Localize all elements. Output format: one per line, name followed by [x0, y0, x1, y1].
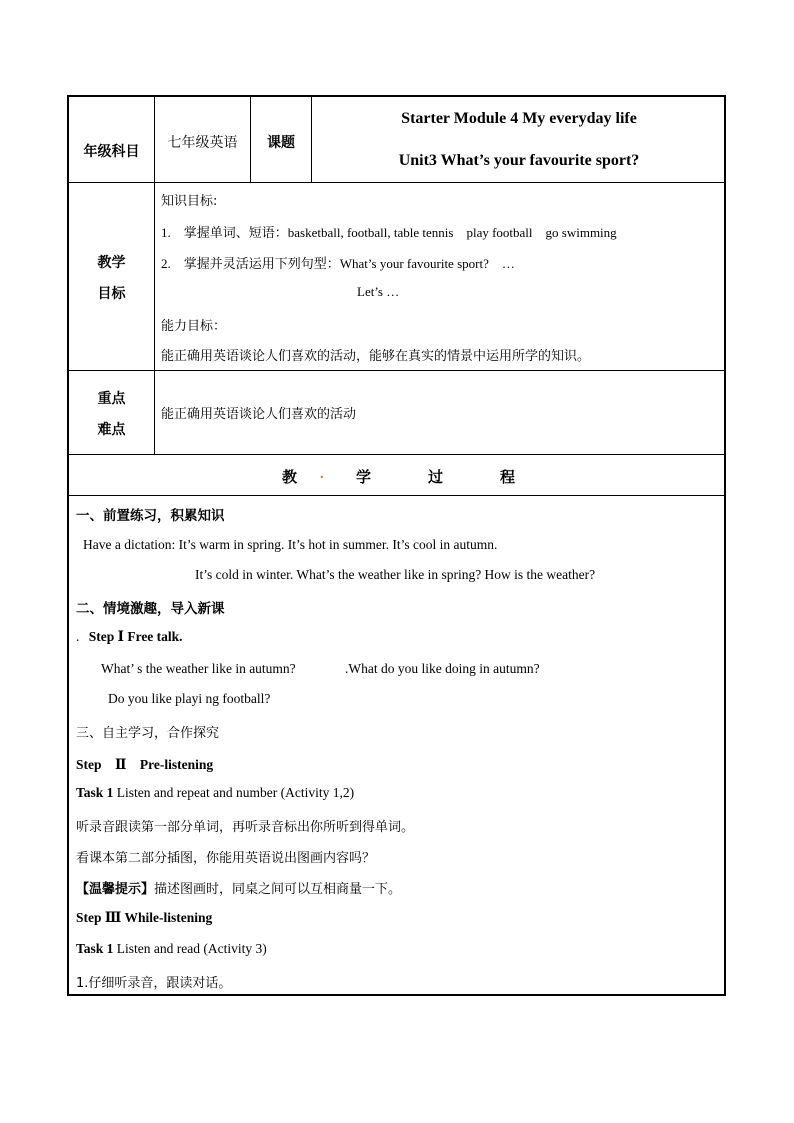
dictation-line-2: It’s cold in winter. What’s the weather like in spring? How is the weather?: [195, 567, 596, 582]
dictation-line-1: Have a dictation: It’s warm in spring. It’s hot in summer. It’s cool in autumn.: [83, 537, 498, 552]
key-points-label-1: 重点: [97, 391, 126, 407]
row-divider-1: [69, 182, 724, 183]
lesson-plan-table: [67, 95, 726, 996]
task-1-label: Task 1: [76, 785, 114, 800]
step-2-title: Step Ⅱ Pre-listening: [76, 757, 214, 772]
process-title-char-2: 学: [356, 468, 372, 486]
row-divider-3: [69, 454, 724, 455]
task-1-line: [76, 785, 354, 801]
grade-label: 年级科目: [83, 144, 140, 160]
tip-line: [76, 878, 401, 897]
task-1b-label: Task 1: [76, 941, 114, 956]
step-1-title: Step Ⅰ Free talk.: [88, 629, 183, 644]
objectives-label-1: 教学: [97, 255, 126, 271]
task-1b-line: [76, 941, 267, 957]
process-title-char-3: 过: [428, 468, 444, 486]
ability-goal-title: 能力目标：: [161, 319, 227, 334]
listen-instruction: 1.仔细听录音，跟读对话。: [76, 976, 232, 991]
tip-label: 【温馨提示】: [76, 882, 155, 897]
process-title-char-1: 教: [282, 468, 298, 486]
section-1-title: 一、前置练习，积累知识: [76, 508, 225, 524]
free-talk-question-1: What’ s the weather like in autumn?: [101, 661, 296, 676]
task-1b-text: Listen and read (Activity 3): [113, 941, 267, 956]
topic-line-1: Starter Module 4 My everyday life: [401, 110, 637, 127]
section-3-title: 三、自主学习，合作探究: [76, 726, 220, 741]
step-3-title: Step Ⅲ While-listening: [76, 910, 213, 925]
process-title-dot: .: [320, 466, 324, 482]
step-1-prefix: .: [76, 629, 80, 644]
free-talk-question-2: .What do you like doing in autumn?: [345, 661, 540, 676]
topic-line-2: Unit3 What’s your favourite sport?: [398, 152, 640, 169]
key-points-label-2: 难点: [97, 422, 126, 438]
knowledge-goal-item-1: 1. 掌握单词、短语：basketball, football, table tennis play football go swimming: [161, 225, 617, 240]
step-1-heading: [76, 629, 183, 645]
grade-value: 七年级英语: [167, 135, 238, 151]
process-title-char-4: 程: [500, 468, 516, 486]
free-talk-question-3: Do you like playi ng football?: [108, 691, 271, 706]
knowledge-goal-item-2-cont: Let’s …: [357, 284, 400, 299]
objectives-label-2: 目标: [97, 286, 126, 302]
knowledge-goal-item-2: 2. 掌握并灵活运用下列句型：What’s your favourite sport? …: [161, 256, 515, 271]
note-line-1: 听录音跟读第一部分单词，再听录音标出你所听到得单词。: [76, 820, 415, 835]
key-points-text: 能正确用英语谈论人们喜欢的活动: [161, 407, 357, 422]
ability-goal-text: 能正确用英语谈论人们喜欢的活动，能够在真实的情景中运用所学的知识。: [161, 349, 591, 364]
note-line-2: 看课本第二部分插图，你能用英语说出图画内容吗？: [76, 851, 376, 866]
row-divider-4: [69, 495, 724, 496]
knowledge-goal-title: 知识目标:: [161, 194, 218, 209]
tip-text: 描述图画时，同桌之间可以互相商量一下。: [154, 882, 402, 897]
topic-label: 课题: [267, 135, 295, 151]
section-2-title: 二、情境激趣，导入新课: [76, 601, 225, 617]
task-1-text: Listen and repeat and number (Activity 1,2): [113, 785, 355, 800]
row-divider-2: [69, 370, 724, 371]
